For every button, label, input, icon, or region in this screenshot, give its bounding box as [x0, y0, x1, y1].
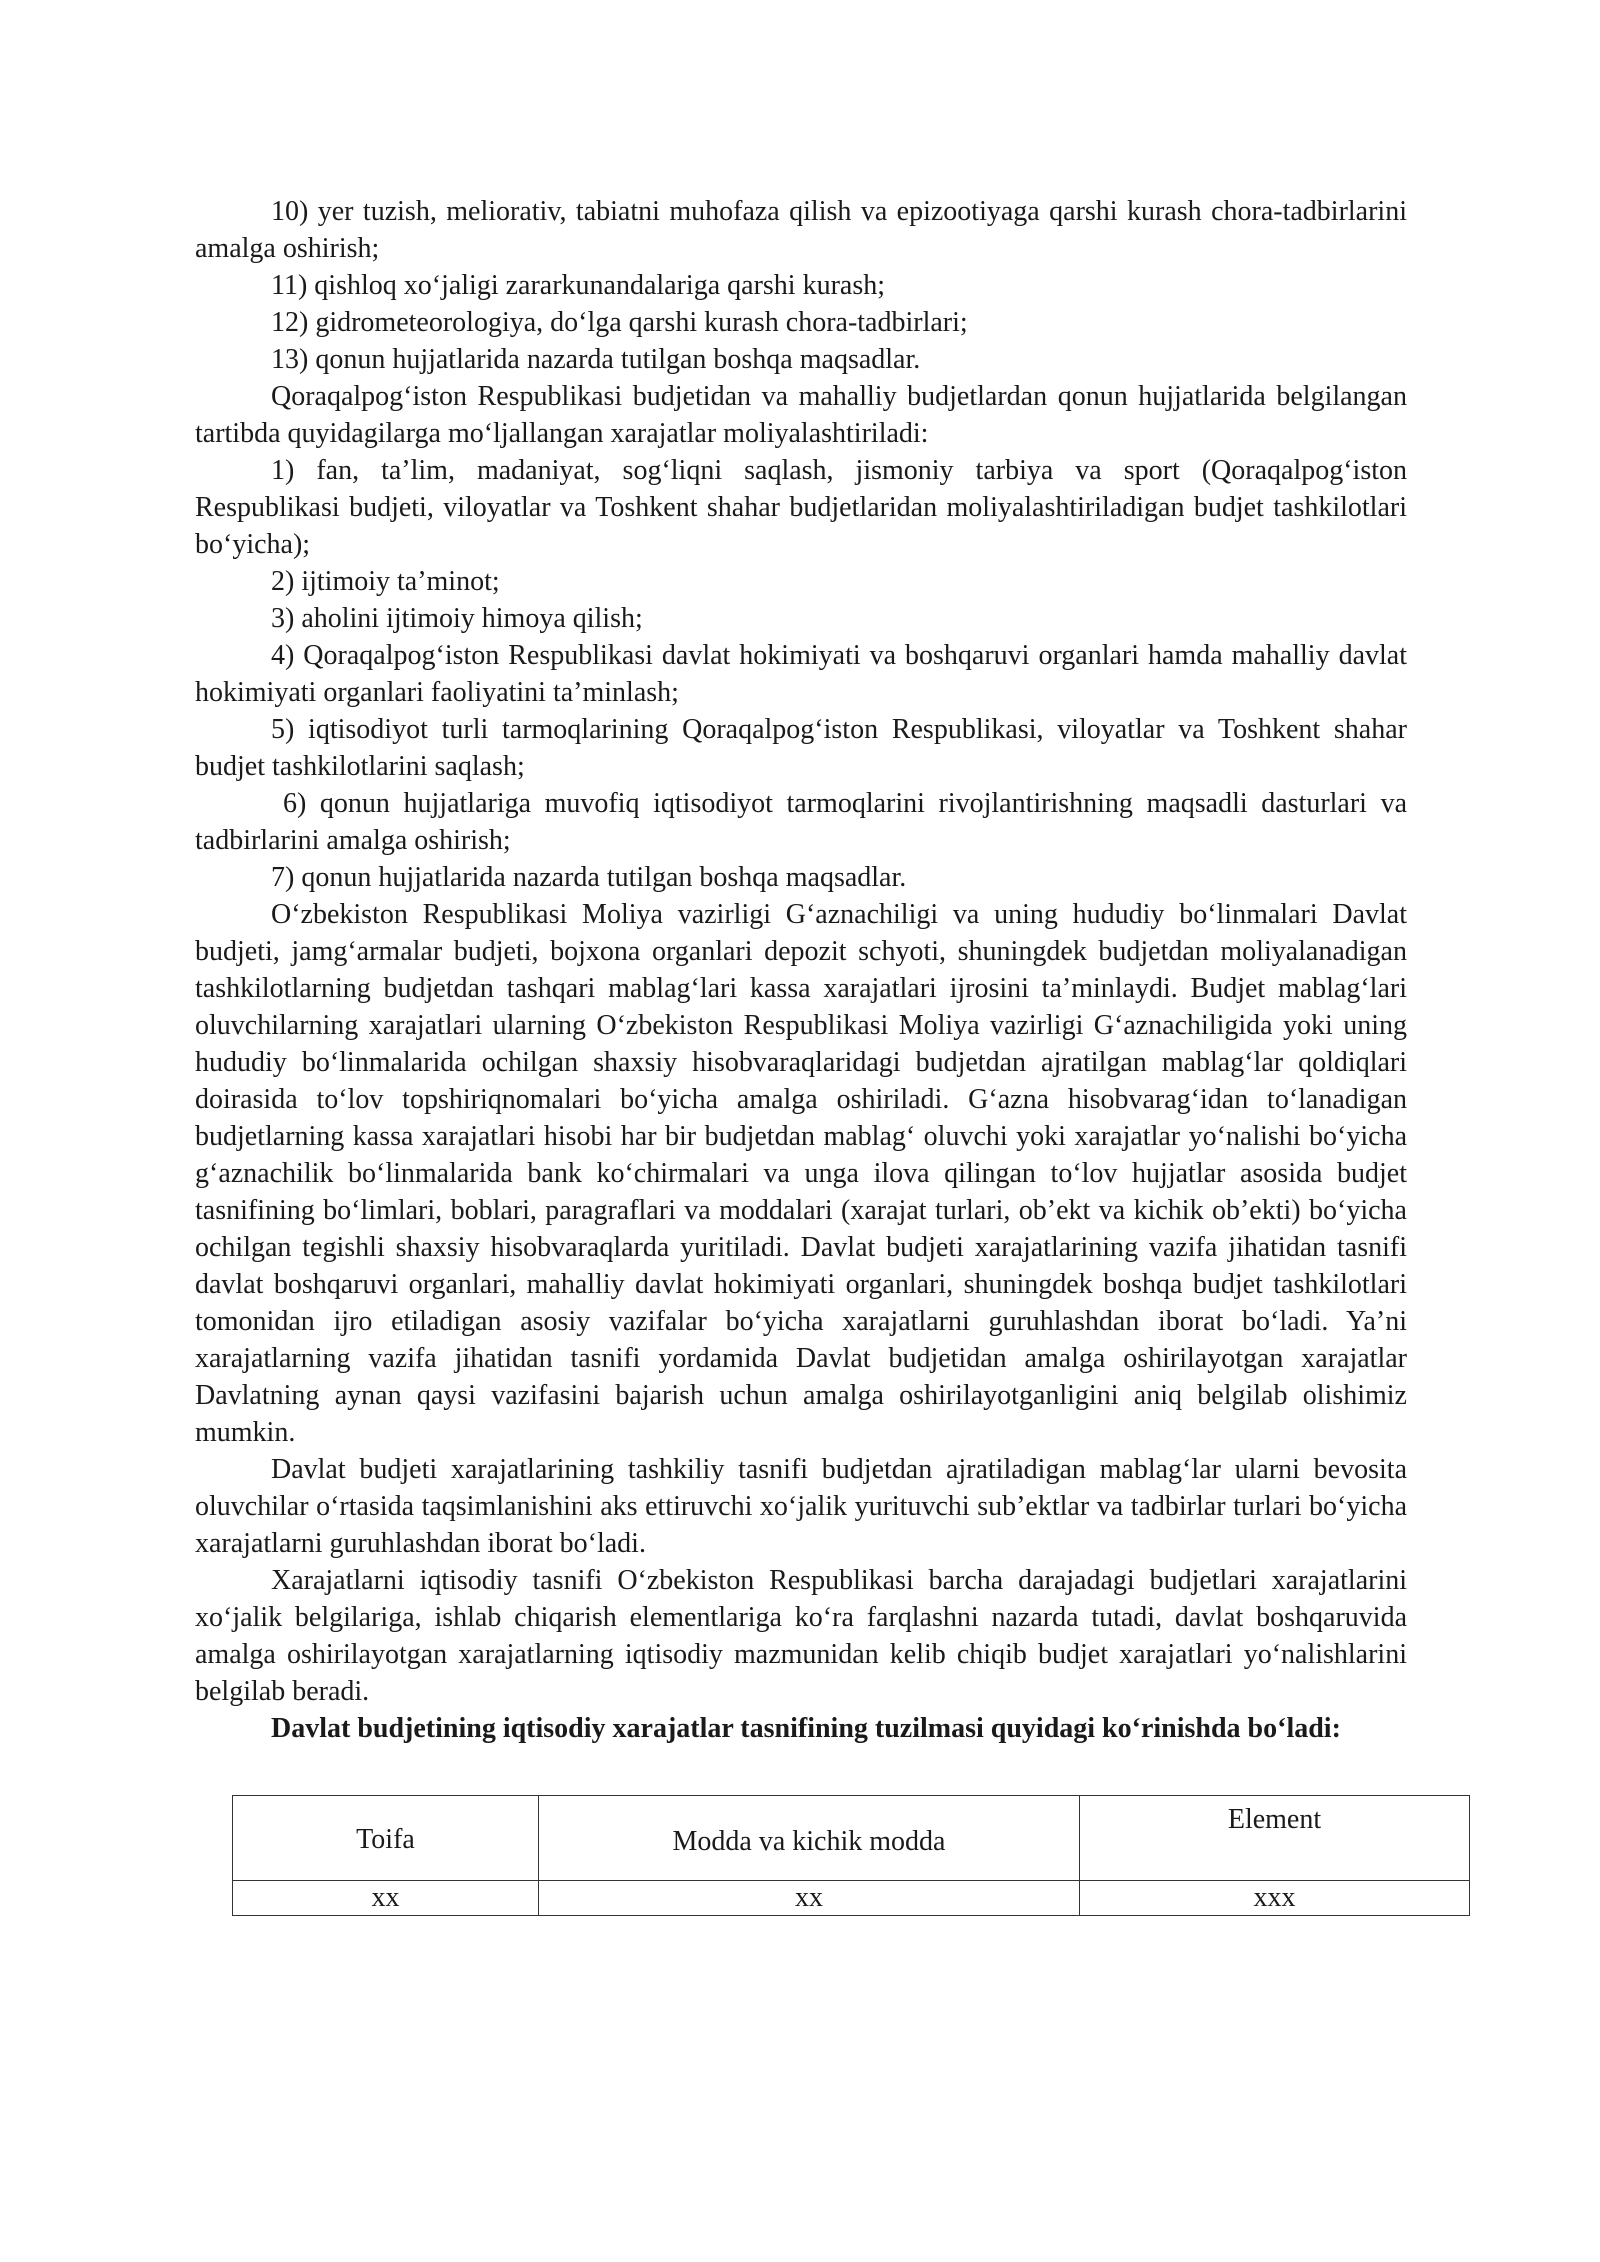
list-item-13: 13) qonun hujjatlarida nazarda tutilgan boshqa maqsadlar. — [271, 344, 921, 375]
table-cell-modda: xx — [539, 1881, 1080, 1916]
table-header-modda: Modda va kichik modda — [539, 1796, 1080, 1881]
list-item-7: 7) qonun hujjatlarida nazarda tutilgan boshqa maqsadlar. — [271, 862, 907, 893]
paragraph-qoraqalpogiston-intro: Qoraqalpog‘iston Respublikasi budjetidan va mahalliy budjetlardan qonun hujjatlarida belgilangan tartibda quyidagilarga mo‘ljallangan xarajatlar moliyalashtiriladi: — [195, 381, 1407, 449]
classification-table — [232, 1795, 1470, 1916]
list-item-4: 4) Qoraqalpog‘iston Respublikasi davlat hokimiyati va boshqaruvi organlari hamda mahalliy davlat hokimiyati organlari faoliyatini ta’minlash; — [195, 640, 1407, 708]
list-item-1: 1) fan, ta’lim, madaniyat, sog‘liqni saqlash, jismoniy tarbiya va sport (Qoraqalpog‘iston Respublikasi budjeti, viloyatlar va Toshkent shahar budjetlaridan moliyalashtiriladigan budjet tashkilotlari bo‘yicha); — [195, 455, 1407, 560]
section-heading: Davlat budjetining iqtisodiy xarajatlar tasnifining tuzilmasi quyidagi ko‘rinishda bo‘ladi: — [271, 1713, 1341, 1744]
list-item-2: 2) ijtimoiy ta’minot; — [271, 566, 500, 597]
list-item-3: 3) aholini ijtimoiy himoya qilish; — [271, 603, 643, 634]
list-item-11: 11) qishloq xo‘jaligi zararkunandalariga qarshi kurash; — [271, 270, 885, 301]
table-cell-element: xxx — [1080, 1881, 1470, 1916]
paragraph-iqtisodiy-tasnif: Xarajatlarni iqtisodiy tasnifi O‘zbekiston Respublikasi barcha darajadagi budjetlari xarajatlarini xo‘jalik belgilariga, ishlab chiqarish elementlariga ko‘ra farqlashni nazarda tutadi, davlat boshqaruvida amalga oshirilayotgan xarajatlarning iqtisodiy mazmunidan kelib chiqib budjet xarajatlari yo‘nalishlarini belgilab beradi. — [195, 1565, 1407, 1707]
table-header-toifa: Toifa — [233, 1796, 539, 1881]
list-item-6: 6) qonun hujjatlariga muvofiq iqtisodiyot tarmoqlarini rivojlantirishning maqsadli dasturlari va tadbirlarini amalga oshirish; — [195, 788, 1407, 856]
list-item-5: 5) iqtisodiyot turli tarmoqlarining Qoraqalpog‘iston Respublikasi, viloyatlar va Toshkent shahar budjet tashkilotlarini saqlash; — [195, 714, 1407, 782]
list-item-10: 10) yer tuzish, meliorativ, tabiatni muhofaza qilish va epizootiyaga qarshi kurash chora-tadbirlarini amalga oshirish; — [195, 196, 1407, 264]
table-header-row — [233, 1796, 1470, 1881]
table-header-element: Element — [1080, 1796, 1470, 1881]
classification-table-wrapper — [232, 1795, 1470, 1916]
table-row — [233, 1881, 1470, 1916]
document-page — [195, 193, 1407, 1916]
table-cell-toifa: xx — [233, 1881, 539, 1916]
list-item-12: 12) gidrometeorologiya, do‘lga qarshi kurash chora-tadbirlari; — [271, 307, 968, 338]
paragraph-tashkiliy-tasnif: Davlat budjeti xarajatlarining tashkiliy tasnifi budjetdan ajratiladigan mablag‘lar ularni bevosita oluvchilar o‘rtasida taqsimlanishini aks ettiruvchi xo‘jalik yurituvchi sub’ektlar va tadbirlar turlari bo‘yicha xarajatlarni guruhlashdan iborat bo‘ladi. — [195, 1454, 1407, 1559]
paragraph-gaznachilik: O‘zbekiston Respublikasi Moliya vazirligi G‘aznachiligi va uning hududiy bo‘linmalari Davlat budjeti, jamg‘armalar budjeti, bojxona organlari depozit schyoti, shuningdek budjetdan moliyalanadigan tashkilotlarning budjetdan tashqari mablag‘lari kassa xarajatlari ijrosini ta’minlaydi. Budjet mablag‘lari oluvchilarning xarajatlari ularning O‘zbekiston Respublikasi Moliya vazirligi G‘aznachiligida yoki uning hududiy bo‘linmalarida ochilgan shaxsiy hisobvaraqlaridagi budjetdan ajratilgan mablag‘lar qoldiqlari doirasida to‘lov topshiriqnomalari bo‘yicha amalga oshiriladi. G‘azna hisobvarag‘idan to‘lanadigan budjetlarning kassa xarajatlari hisobi har bir budjetdan mablag‘ oluvchi yoki xarajatlar yo‘nalishi bo‘yicha g‘aznachilik bo‘linmalarida bank ko‘chirmalari va unga ilova qilingan to‘lov hujjatlar asosida budjet tasnifining bo‘limlari, boblari, paragraflari va moddalari (xarajat turlari, ob’ekt va kichik ob’ekti) bo‘yicha ochilgan tegishli shaxsiy hisobvaraqlarda yuritiladi. Davlat budjeti xarajatlarining vazifa jihatidan tasnifi davlat boshqaruvi organlari, mahalliy davlat hokimiyati organlari, shuningdek boshqa budjet tashkilotlari tomonidan ijro etiladigan asosiy vazifalar bo‘yicha xarajatlarni guruhlashdan iborat bo‘ladi. Ya’ni xarajatlarning vazifa jihatidan tasnifi yordamida Davlat budjetidan amalga oshirilayotgan xarajatlar Davlatning aynan qaysi vazifasini bajarish uchun amalga oshirilayotganligini aniq belgilab olishimiz mumkin. — [195, 899, 1407, 1448]
